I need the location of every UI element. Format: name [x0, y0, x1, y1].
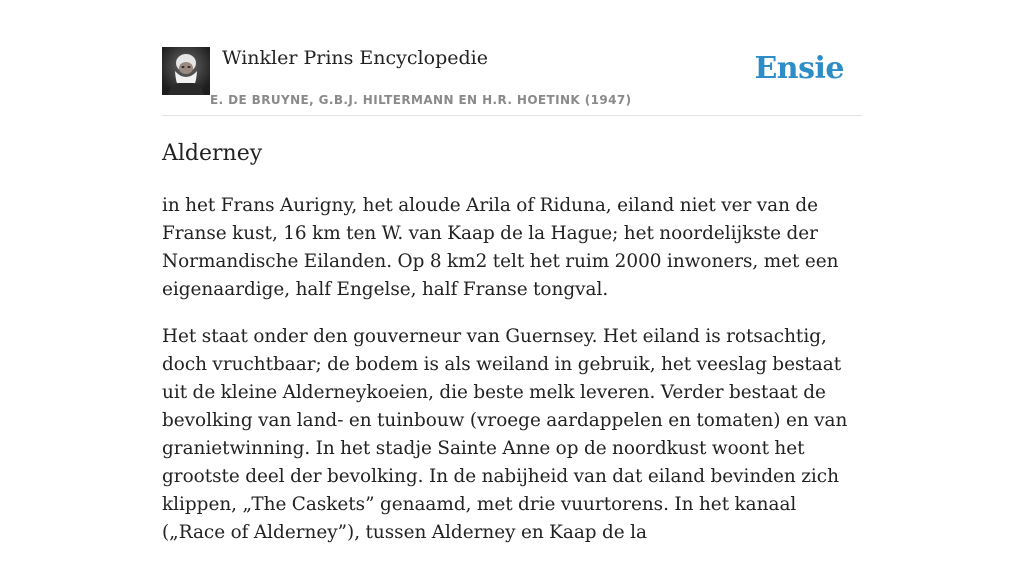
page [162, 0, 862, 543]
ensie-logo[interactable]: Ensie [754, 51, 844, 86]
site-title[interactable]: Winkler Prins Encyclopedie [222, 47, 488, 69]
article-body [162, 192, 862, 566]
authors-credit: E. DE BRUYNE, G.B.J. HILTERMANN EN H.R. HOETINK (1947) [210, 93, 632, 107]
site-header [162, 0, 862, 116]
article-paragraph-2: Het staat onder den gouverneur van Guernsey. Het eiland is rotsachtig, doch vruchtbaar; de bodem is als weiland in gebruik, het veeslag bestaat uit de kleine Alderneykoeien, die beste melk leveren. Verder bestaat de bevolking van land- en tuinbouw (vroege aardappelen en tomaten) en van granietwinning. In het stadje Sainte Anne op de noordkust woont het grootste deel der bevolking. In de nabijheid van dat eiland bevinden zich klippen, „The Caskets” genaamd, met drie vuurtorens. In het kanaal („Race of Alderney”), tussen Alderney en Kaap de la [162, 326, 848, 543]
article-title: Alderney [162, 141, 263, 166]
author-portrait-avatar[interactable] [162, 47, 210, 95]
portrait-photo-icon [162, 47, 210, 95]
article-paragraph-1: in het Frans Aurigny, het aloude Arila of Riduna, eiland niet ver van de Franse kust, 16 km ten W. van Kaap de la Hague; het noordelijkste der Normandische Eilanden. Op 8 km2 telt het ruim 2000 inwoners, met een eigenaardige, half Engelse, half Franse tongval. [162, 195, 839, 300]
